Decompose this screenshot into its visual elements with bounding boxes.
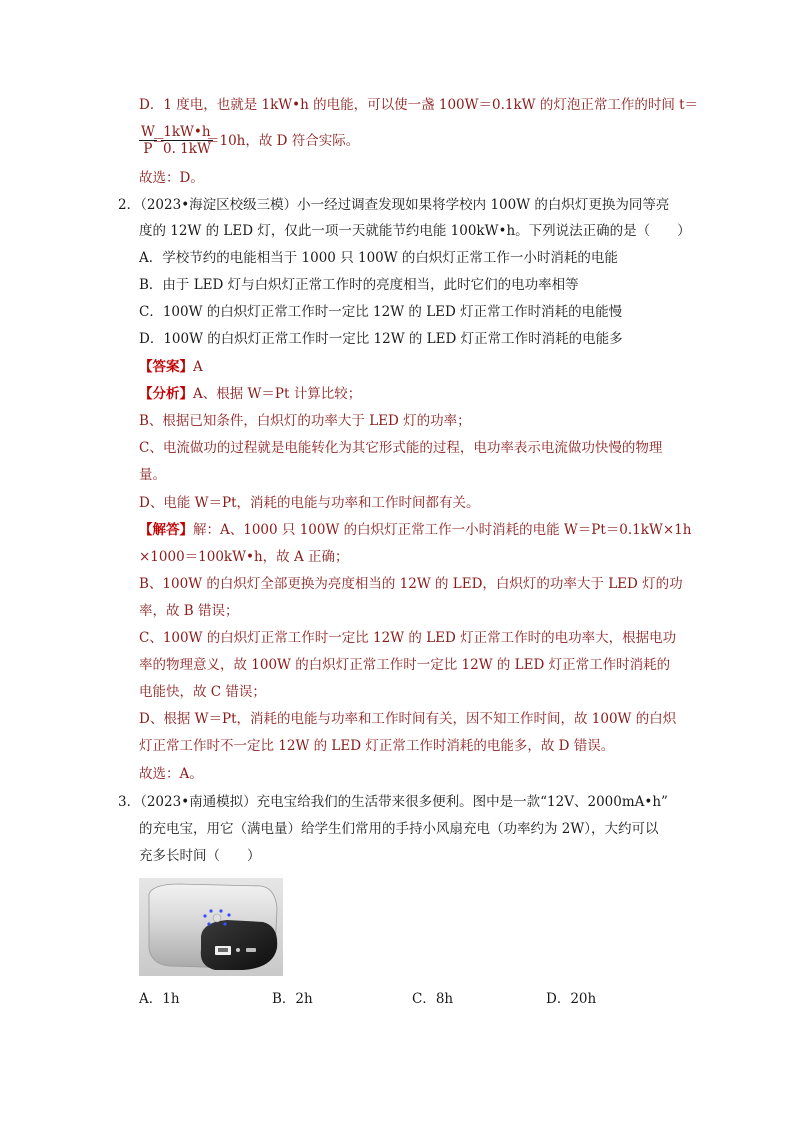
q1-equals: ＝ [152,133,166,149]
q1-fraction-energy-num: 1kW•h [161,124,213,141]
q2-solution-line1 [139,520,691,540]
q2-option-d: D．100W 的白炽灯正常工作时一定比 12W 的 LED 灯正常工作时消耗的电能多 [139,331,623,347]
q2-solution-b-cont: 率，故 B 错误； [139,603,239,619]
q2-analysis-c: C、电流做功的过程就是电能转化为其它形式能的过程，电功率表示电流做功快慢的物理 [139,440,663,456]
q2-solution-c: C、100W 的白炽灯正常工作时一定比 12W 的 LED 灯正常工作时的电功率大，根据电功 [139,630,677,646]
q2-choice: 故选：A。 [139,766,203,782]
q1-result-text: ＝10h，故 D 符合实际。 [206,133,360,149]
q3-option-a: A．1h [139,991,180,1007]
q2-solution-d: D、根据 W＝Pt，消耗的电能与功率和工作时间有关，因不知工作时间，故 100W 的白炽 [139,711,677,727]
q1-fraction-power-den: 0. 1kW [163,141,211,157]
q3-stem-line1: 3．（2023•南通模拟）充电宝给我们的生活带来很多便利。图中是一款“12V、2000mA•h” [118,794,668,810]
q2-solution-a: 解：A、1000 只 100W 的白炽灯正常工作一小时消耗的电能 W＝Pt＝0.1kW×1h [193,522,692,538]
q2-solution-tag: 【解答】 [139,522,193,538]
q2-stem-line2: 度的 12W 的 LED 灯，仅此一项一天就能节约电能 100kW•h。下列说法正确的是（ ） [139,223,691,239]
q2-answer-tag: 【答案】 [139,359,193,375]
q3-option-c: C．8h [412,991,454,1007]
q2-analysis-line1 [139,384,361,404]
q2-analysis-tag: 【分析】 [139,386,193,402]
q1-option-d-text: D．1 度电，也就是 1kW•h 的电能，可以使一盏 100W＝0.1kW 的灯泡正常工作的时间 t＝ [139,97,699,113]
q1-choice: 故选：D。 [139,170,204,186]
q3-stem-line3: 充多长时间（ ） [139,848,261,864]
q2-analysis-a: A、根据 W＝Pt 计算比较； [193,386,362,402]
power-bank-illustration [139,878,283,976]
q2-analysis-c-cont: 量。 [139,467,166,483]
q3-stem-line2: 的充电宝，用它（满电量）给学生们常用的手持小风扇充电（功率约为 2W），大约可以 [139,821,659,837]
q2-option-c: C．100W 的白炽灯正常工作时一定比 12W 的 LED 灯正常工作时消耗的电能慢 [139,304,623,320]
q2-answer [139,357,203,377]
q2-option-b: B．由于 LED 灯与白炽灯正常工作时的亮度相当，此时它们的电功率相等 [139,277,579,293]
q2-solution-d-cont: 灯正常工作时不一定比 12W 的 LED 灯正常工作时消耗的电能多，故 D 错误。 [139,738,615,754]
q2-solution-c-cont2: 电能快，故 C 错误； [139,684,266,700]
q2-analysis-d: D、电能 W＝Pt，消耗的电能与功率和工作时间都有关。 [139,495,480,511]
q2-stem-line1: 2．（2023•海淀区校级三模）小一经过调查发现如果将学校内 100W 的白炽灯更换为同等亮 [118,197,670,213]
q2-answer-value: A [193,359,203,375]
q1-fraction-w-den: P [143,141,153,157]
q2-solution-b: B、100W 的白炽灯全部更换为亮度相当的 12W 的 LED，白炽灯的功率大于 LED 灯的功 [139,576,683,592]
q3-option-d: D．20h [546,991,597,1007]
q2-solution-c-cont1: 率的物理意义，故 100W 的白炽灯正常工作时一定比 12W 的 LED 灯正常工作时消耗的 [139,657,671,673]
q2-analysis-b: B、根据已知条件，白炽灯的功率大于 LED 灯的功率； [139,413,471,429]
q2-solution-a-cont: ×1000＝100kW•h，故 A 正确； [139,549,349,565]
q3-option-b: B．2h [272,991,313,1007]
q2-option-a: A．学校节约的电能相当于 1000 只 100W 的白炽灯正常工作一小时消耗的电能 [139,250,618,266]
q1-fraction-w-num: W [141,124,155,140]
power-bank-photo [139,878,283,976]
